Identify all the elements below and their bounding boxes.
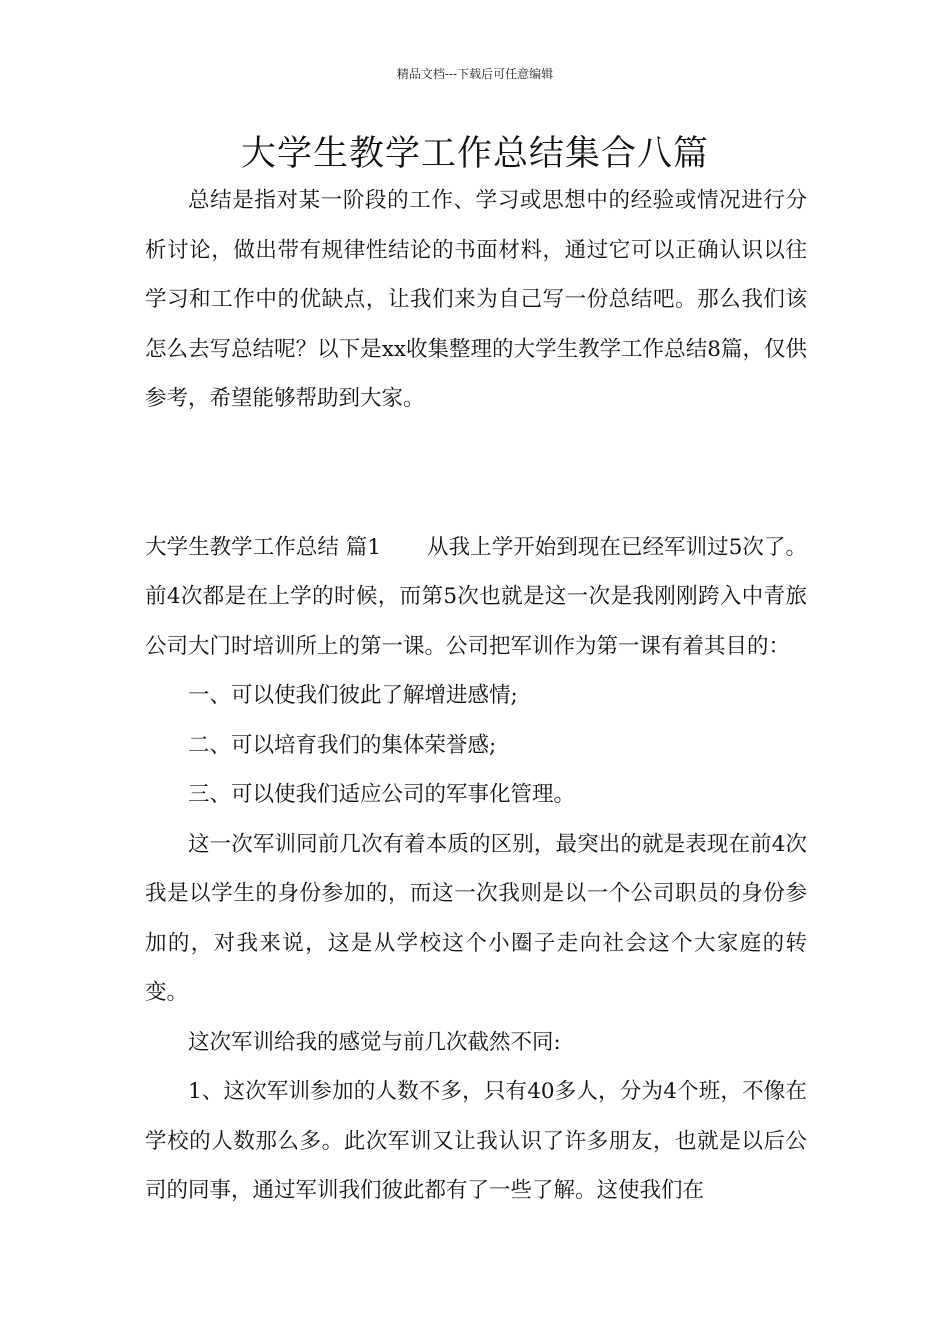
body-paragraph: 1、这次军训参加的人数不多，只有40多人，分为4个班，不像在学校的人数那么多。此次军训又让我认识了许多朋友，也就是以后公司的同事，通过军训我们彼此都有了一些了解。这使我们在 bbox=[145, 1079, 807, 1203]
list-item-3: 三、可以使我们适应公司的军事化管理。 bbox=[188, 782, 576, 807]
section-1-paragraph bbox=[145, 523, 807, 672]
section-1-heading: 大学生教学工作总结 篇1 bbox=[145, 534, 382, 560]
body-paragraph: 这次军训给我的感觉与前几次截然不同: bbox=[188, 1029, 561, 1055]
document-body bbox=[145, 176, 807, 1216]
intro-paragraph: 总结是指对某一阶段的工作、学习或思想中的经验或情况进行分析讨论，做出带有规律性结论的书面材料，通过它可以正确认识以往学习和工作中的优缺点，让我们来为自己写一份总结吧。那么我们该怎么去写总结呢？以下是xx收集整理的大学生教学工作总结8篇，仅供参考，希望能够帮助到大家。 bbox=[145, 188, 807, 411]
document-title: 大学生教学工作总结集合八篇 bbox=[240, 134, 709, 174]
list-item-2: 二、可以培育我们的集体荣誉感; bbox=[188, 732, 497, 758]
section-1-lead: 从我上学开始到现在已经军训过5次了。前4次都是在上学的时候，而第5次也就是这一次是我刚刚跨入中青旅公司大门时培训所上的第一课。公司把军训作为第一课有着其目的： bbox=[145, 534, 808, 659]
page-header: 精品文档---下载后可任意编辑 bbox=[396, 67, 554, 81]
list-item-1: 一、可以使我们彼此了解增进感情; bbox=[188, 683, 518, 708]
body-paragraph: 这一次军训同前几次有着本质的区别，最突出的就是表现在前4次我是以学生的身份参加的，而这一次我则是以一个公司职员的身份参加的，对我来说，这是从学校这个小圈子走向社会这个大家庭的转变。 bbox=[145, 831, 807, 1005]
section-spacer bbox=[145, 424, 807, 523]
